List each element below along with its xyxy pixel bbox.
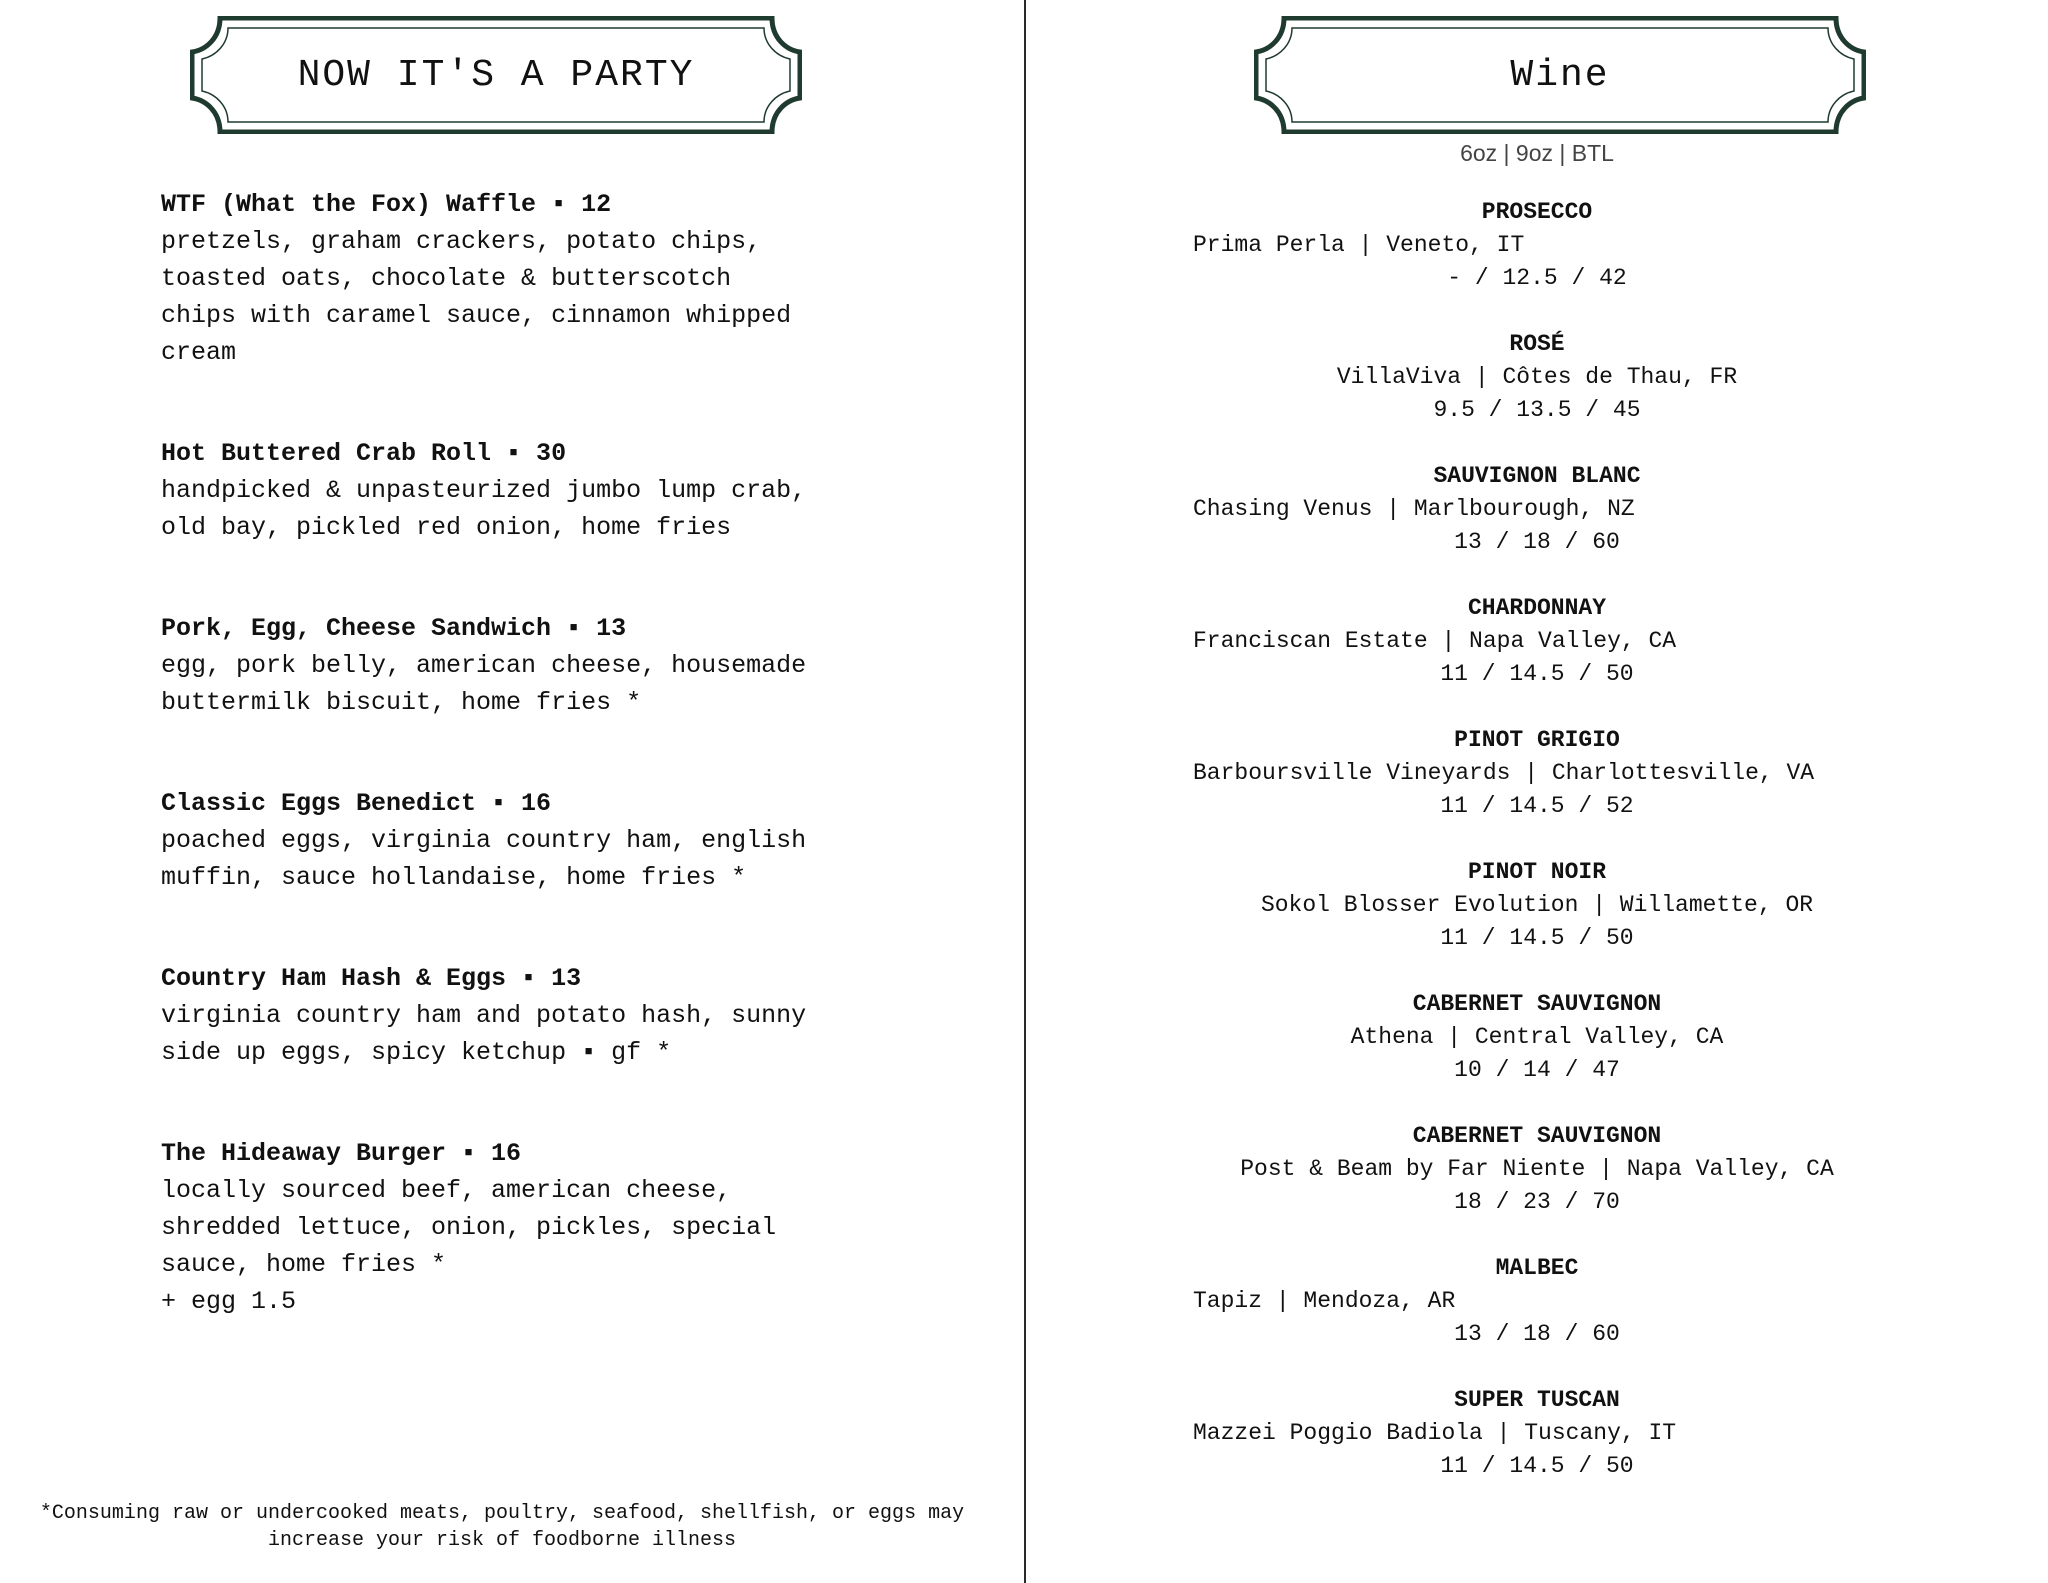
wine-producer: Tapiz | Mendoza, AR xyxy=(1193,1288,1456,1314)
wine-entry xyxy=(1026,196,2048,328)
wine-price: 10 / 14 / 47 xyxy=(1454,1057,1620,1083)
wine-entry xyxy=(1026,988,2048,1120)
wine-menu-page xyxy=(1026,0,2048,1583)
menu-item-description: poached eggs, virginia country ham, english muffin, sauce hollandaise, home fries * xyxy=(161,826,807,892)
menu-item xyxy=(161,785,941,896)
pour-sizes: 6oz | 9oz | BTL xyxy=(1460,140,1614,166)
wine-producer: Athena | Central Valley, CA xyxy=(1350,1024,1724,1050)
menu-item-description: handpicked & unpasteurized jumbo lump crab, old bay, pickled red onion, home fries xyxy=(161,476,807,542)
menu-item xyxy=(161,610,941,721)
menu-item-title: Hot Buttered Crab Roll ▪ 30 xyxy=(161,439,567,468)
wine-varietal: PROSECCO xyxy=(1481,199,1593,225)
wine-price: - / 12.5 / 42 xyxy=(1447,265,1627,291)
menu-item-description: pretzels, graham crackers, potato chips, toasted oats, chocolate & butterscotch chips with caramel sauce, cinnamon whipped cream xyxy=(161,227,792,367)
wine-producer: Mazzei Poggio Badiola | Tuscany, IT xyxy=(1193,1420,1677,1446)
wine-producer: Franciscan Estate | Napa Valley, CA xyxy=(1193,628,1677,654)
wine-varietal: PINOT NOIR xyxy=(1467,859,1607,885)
wine-entry xyxy=(1026,1384,2048,1516)
menu-item-description: egg, pork belly, american cheese, housemade buttermilk biscuit, home fries * xyxy=(161,651,807,717)
menu-item-title: Pork, Egg, Cheese Sandwich ▪ 13 xyxy=(161,614,627,643)
food-menu-title: NOW IT'S A PARTY xyxy=(297,53,695,97)
wine-price: 11 / 14.5 / 50 xyxy=(1440,925,1634,951)
wine-list xyxy=(1026,196,2048,1516)
wine-entry xyxy=(1026,1120,2048,1252)
food-safety-disclaimer: *Consuming raw or undercooked meats, poultry, seafood, shellfish, or eggs may increase your risk of foodborne illness xyxy=(39,1502,965,1552)
wine-price: 9.5 / 13.5 / 45 xyxy=(1433,397,1641,423)
menu-item-description: locally sourced beef, american cheese, shredded lettuce, onion, pickles, special sauce, home fries * + egg 1.5 xyxy=(161,1176,777,1316)
wine-producer: Chasing Venus | Marlbourough, NZ xyxy=(1193,496,1635,522)
menu-item-title: The Hideaway Burger ▪ 16 xyxy=(161,1139,522,1168)
wine-varietal: ROSÉ xyxy=(1509,331,1565,357)
wine-varietal: MALBEC xyxy=(1495,1255,1579,1281)
wine-price: 11 / 14.5 / 52 xyxy=(1440,793,1634,819)
wine-varietal: SAUVIGNON BLANC xyxy=(1433,463,1641,489)
wine-varietal: CABERNET SAUVIGNON xyxy=(1412,1123,1662,1149)
wine-menu-title: Wine xyxy=(1510,53,1610,97)
menu-item xyxy=(161,960,941,1071)
wine-producer: VillaViva | Côtes de Thau, FR xyxy=(1336,364,1738,390)
wine-price: 13 / 18 / 60 xyxy=(1454,529,1620,555)
wine-price: 11 / 14.5 / 50 xyxy=(1440,661,1634,687)
wine-varietal: CHARDONNAY xyxy=(1467,595,1607,621)
food-menu-banner xyxy=(190,16,802,134)
wine-entry xyxy=(1026,592,2048,724)
menu-item xyxy=(161,186,941,371)
menu-item xyxy=(161,1135,941,1320)
menu-item xyxy=(161,435,941,546)
wine-entry xyxy=(1026,724,2048,856)
wine-entry xyxy=(1026,1252,2048,1384)
menu-item-title: WTF (What the Fox) Waffle ▪ 12 xyxy=(161,190,612,219)
wine-varietal: CABERNET SAUVIGNON xyxy=(1412,991,1662,1017)
wine-producer: Post & Beam by Far Niente | Napa Valley, CA xyxy=(1240,1156,1834,1182)
menu-item-title: Classic Eggs Benedict ▪ 16 xyxy=(161,789,552,818)
wine-producer: Sokol Blosser Evolution | Willamette, OR xyxy=(1260,892,1814,918)
wine-entry xyxy=(1026,460,2048,592)
wine-varietal: SUPER TUSCAN xyxy=(1454,1387,1620,1413)
wine-entry xyxy=(1026,328,2048,460)
wine-price: 18 / 23 / 70 xyxy=(1454,1189,1620,1215)
wine-producer: Prima Perla | Veneto, IT xyxy=(1193,232,1525,258)
wine-entry xyxy=(1026,856,2048,988)
wine-price: 11 / 14.5 / 50 xyxy=(1440,1453,1634,1479)
menu-item-title: Country Ham Hash & Eggs ▪ 13 xyxy=(161,964,582,993)
wine-varietal: PINOT GRIGIO xyxy=(1454,727,1620,753)
wine-price: 13 / 18 / 60 xyxy=(1454,1321,1620,1347)
menu-item-description: virginia country ham and potato hash, sunny side up eggs, spicy ketchup ▪ gf * xyxy=(161,1001,807,1067)
wine-producer: Barboursville Vineyards | Charlottesville, VA xyxy=(1193,760,1815,786)
menu-items xyxy=(161,186,941,1384)
wine-menu-banner xyxy=(1254,16,1866,134)
